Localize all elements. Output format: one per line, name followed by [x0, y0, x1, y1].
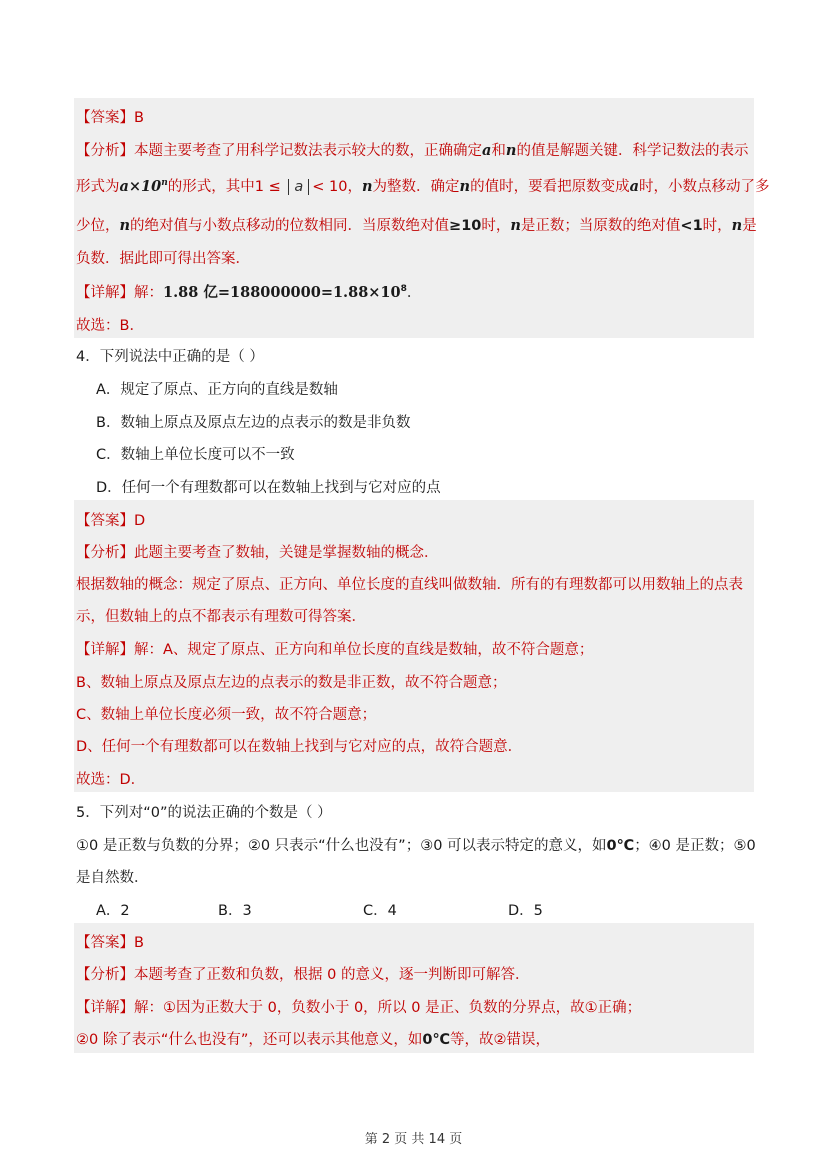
q3-analysis-line-4: 负数．据此即可得出答案． — [76, 251, 250, 267]
q5-body-text: ；④0 是正数；⑤0 — [634, 838, 756, 854]
q5-detail-line-2 — [76, 1028, 550, 1049]
analysis-text: 的绝对值与小数点移动的位数相同．当原数绝对值 — [130, 218, 450, 234]
q4-option-d: D．任何一个有理数都可以在数轴上找到与它对应的点 — [96, 480, 441, 496]
analysis-text: 的形式，其中1 ≤ — [167, 179, 286, 195]
analysis-text: 的值是解题关键．科学记数法的表示 — [516, 143, 749, 159]
analysis-text: 和 — [491, 143, 506, 159]
q4-analysis-line-1 — [76, 541, 439, 562]
var-n: n — [119, 217, 131, 234]
detail-text: 解： — [134, 285, 163, 301]
detail-expression: 1.88 亿=188000000=1.88×10 — [163, 284, 401, 301]
q5-option-b: B．3 — [218, 903, 252, 919]
detail-text: ． — [406, 285, 422, 301]
answer-tag: 【答案】 — [76, 513, 134, 529]
answer-value: B — [134, 110, 144, 126]
lt-1: <1 — [680, 218, 703, 234]
q3-analysis-line-3 — [76, 214, 757, 235]
var-a: a — [629, 178, 639, 195]
q3-detail-line — [76, 281, 421, 302]
analysis-text: 为整数．确定 — [372, 179, 460, 195]
ge-10: ≥10 — [449, 218, 482, 234]
page-footer: 第 2 页 共 14 页 — [364, 1132, 463, 1147]
q5-option-a: A．2 — [96, 903, 130, 919]
var-a: a — [482, 142, 492, 159]
analysis-text: 是 — [742, 218, 757, 234]
var-n: n — [459, 178, 471, 195]
q3-answer-line — [76, 106, 144, 127]
analysis-text: 时， — [481, 218, 511, 234]
answer-tag: 【答案】 — [76, 110, 134, 126]
analysis-text: 此题主要考查了数轴，关键是掌握数轴的概念． — [134, 545, 439, 561]
q4-option-a: A．规定了原点、正方向的直线是数轴 — [96, 382, 338, 398]
q3-choose-line: 故选：B． — [76, 318, 144, 334]
var-n: n — [361, 178, 373, 195]
q4-detail-line-2: B、数轴上原点及原点左边的点表示的数是非正数，故不符合题意； — [76, 675, 507, 691]
detail-text: 等，故②错误， — [450, 1032, 551, 1048]
answer-value: D — [134, 513, 146, 529]
analysis-text: 形式为 — [76, 179, 120, 195]
analysis-text: < 10， — [312, 179, 362, 195]
q3-analysis-line-1 — [76, 139, 748, 160]
analysis-text: 少位， — [76, 218, 120, 234]
answer-value: B — [134, 935, 144, 951]
temperature-value: 0℃ — [422, 1032, 451, 1048]
q4-detail-line-4: D、任何一个有理数都可以在数轴上找到与它对应的点，故符合题意． — [76, 739, 523, 755]
q4-analysis-line-3: 示，但数轴上的点不都表示有理数可得答案． — [76, 609, 366, 625]
abs-a: a — [288, 179, 309, 195]
q5-answer-line — [76, 931, 144, 952]
q5-detail-line-1 — [76, 996, 641, 1017]
detail-text: 解：A、规定了原点、正方向和单位长度的直线是数轴，故不符合题意； — [134, 642, 594, 658]
q4-answer-line — [76, 509, 145, 530]
q4-option-c: C．数轴上单位长度可以不一致 — [96, 447, 295, 463]
q4-detail-line-3: C、数轴上单位长度必须一致，故不符合题意； — [76, 707, 377, 723]
q4-analysis-line-2: 根据数轴的概念：规定了原点、正方向、单位长度的直线叫做数轴．所有的有理数都可以用数轴上的点表 — [76, 577, 743, 593]
detail-tag: 【详解】 — [76, 642, 134, 658]
analysis-text: 本题主要考查了用科学记数法表示较大的数，正确确定 — [134, 143, 482, 159]
q4-stem: 4．下列说法中正确的是（ ） — [76, 349, 264, 365]
analysis-text: 本题考查了正数和负数，根据 0 的意义，逐一判断即可解答． — [134, 967, 530, 983]
detail-tag: 【详解】 — [76, 1000, 134, 1016]
answer-tag: 【答案】 — [76, 935, 134, 951]
detail-text: 解：①因为正数大于 0，负数小于 0，所以 0 是正、负数的分界点，故①正确； — [134, 1000, 642, 1016]
q5-analysis-line — [76, 963, 529, 984]
var-n: n — [510, 217, 521, 234]
q5-body-text: ①0 是正数与负数的分界；②0 只表示“什么也没有”；③0 可以表示特定的意义，如 — [76, 838, 607, 854]
analysis-text: 是正数；当原数的绝对值 — [520, 218, 681, 234]
temperature-value: 0℃ — [606, 838, 635, 854]
detail-exponent: 8 — [400, 284, 407, 295]
sci-form-exp: n — [161, 178, 168, 189]
q4-detail-line-1 — [76, 638, 593, 659]
q5-option-d: D．5 — [508, 903, 543, 919]
q4-option-b: B．数轴上原点及原点左边的点表示的数是非负数 — [96, 415, 411, 431]
analysis-text: 时， — [702, 218, 732, 234]
q5-option-c: C．4 — [363, 903, 397, 919]
analysis-tag: 【分析】 — [76, 967, 134, 983]
analysis-text: 的值时，要看把原数变成 — [470, 179, 630, 195]
q3-analysis-line-2 — [76, 175, 769, 196]
var-n: n — [505, 142, 517, 159]
q4-choose-line: 故选：D． — [76, 772, 146, 788]
analysis-tag: 【分析】 — [76, 143, 134, 159]
q5-body-line-1 — [76, 834, 756, 855]
sci-form: a×10 — [119, 178, 162, 195]
analysis-tag: 【分析】 — [76, 545, 134, 561]
analysis-text: 时，小数点移动了多 — [638, 179, 770, 195]
detail-tag: 【详解】 — [76, 285, 134, 301]
q5-body-line-2: 是自然数． — [76, 870, 149, 886]
detail-text: ②0 除了表示“什么也没有”，还可以表示其他意义，如 — [76, 1032, 423, 1048]
q5-stem: 5．下列对“0”的说法正确的个数是（ ） — [76, 805, 332, 821]
var-n: n — [731, 217, 743, 234]
